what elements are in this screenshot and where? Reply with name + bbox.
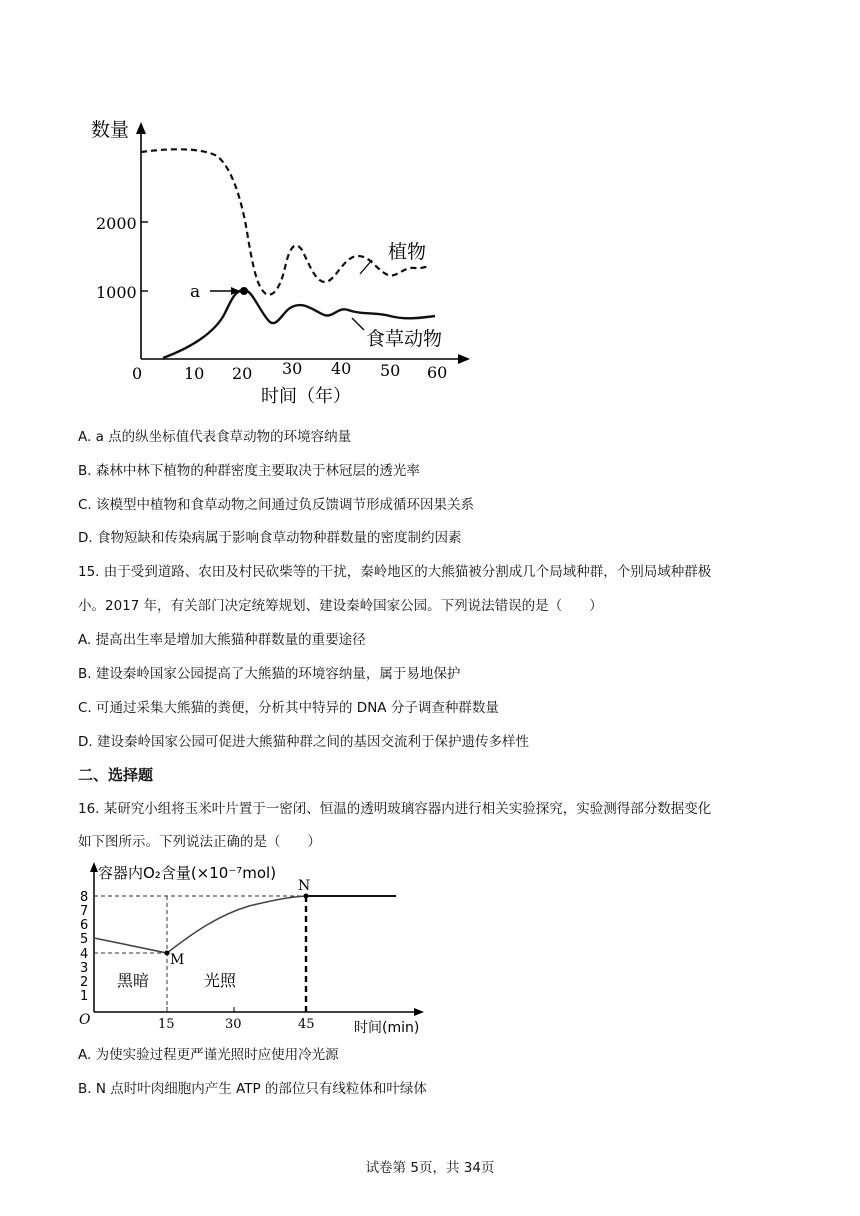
q15-stem-line2: 小。2017 年，有关部门决定统筹规划、建设秦岭国家公园。下列说法错误的是（ ） [78, 598, 603, 614]
q14-option-d: D. 食物短缺和传染病属于影响食草动物种群数量的密度制约因素 [78, 530, 462, 546]
plant-label: 植物 [388, 241, 427, 263]
q15-option-b: B. 建设秦岭国家公园提高了大熊猫的环境容纳量，属于易地保护 [78, 666, 461, 682]
plant-leader-line [360, 260, 372, 274]
x-tick-30: 30 [282, 359, 303, 378]
point-a [240, 287, 248, 295]
x-tick-45: 45 [298, 1017, 315, 1032]
x-axis-label: 时间(min) [354, 1020, 420, 1036]
point-m [165, 951, 170, 956]
dark-label: 黑暗 [117, 971, 150, 990]
oxygen-figure [74, 860, 444, 1038]
y-tick-6: 6 [80, 918, 89, 933]
herbivore-leader-line [352, 318, 364, 330]
x-axis-arrow [458, 354, 470, 364]
y-tick-7: 7 [80, 904, 89, 919]
q14-option-c: C. 该模型中植物和食草动物之间通过负反馈调节形成循环因果关系 [78, 497, 475, 513]
point-a-label: a [190, 282, 201, 302]
y-axis-arrow [136, 122, 146, 134]
q15-option-a: A. 提高出生率是增加大熊猫种群数量的重要途径 [78, 632, 366, 648]
q15-option-d: D. 建设秦岭国家公园可促进大熊猫种群之间的基因交流利于保护遗传多样性 [78, 734, 529, 750]
x-axis-label: 时间（年） [261, 386, 351, 407]
q16-stem-line1: 16. 某研究小组将玉米叶片置于一密闭、恒温的透明玻璃容器内进行相关实验探究，实验测得部分数据变化 [78, 801, 712, 817]
x-tick-40: 40 [331, 359, 352, 378]
q16-stem-line2: 如下图所示。下列说法正确的是（ ） [78, 834, 321, 850]
q16-option-b: B. N 点时叶肉细胞内产生 ATP 的部位只有线粒体和叶绿体 [78, 1081, 427, 1097]
y-tick-8: 8 [80, 890, 89, 905]
q14-option-a: A. a 点的纵坐标值代表食草动物的环境容纳量 [78, 429, 352, 445]
section-title: 二、选择题 [78, 766, 154, 784]
q15-stem-line1: 15. 由于受到道路、农田及村民砍柴等的干扰，秦岭地区的大熊猫被分割成几个局域种群，个别局域种群极 [78, 564, 712, 580]
x-axis-arrow [414, 1008, 424, 1016]
plant-curve [141, 149, 430, 294]
q14-option-b: B. 森林中林下植物的种群密度主要取决于林冠层的透光率 [78, 463, 420, 479]
y-axis-arrow [90, 862, 98, 872]
y-axis-label: 数量 [91, 119, 130, 141]
point-n-label: N [298, 878, 311, 894]
herbivore-label: 食草动物 [366, 328, 443, 350]
point-m-label: M [170, 952, 185, 968]
y-axis-label: 容器内O₂含量(×10⁻⁷mol) [98, 864, 277, 882]
y-tick-4: 4 [80, 947, 89, 962]
population-figure [70, 108, 470, 413]
q15-option-c: C. 可通过采集大熊猫的粪便，分析其中特异的 DNA 分子调查种群数量 [78, 700, 499, 716]
origin-label: O [79, 1012, 91, 1028]
y-tick-5: 5 [80, 932, 89, 947]
light-label: 光照 [204, 971, 237, 990]
x-tick-30: 30 [225, 1017, 242, 1032]
y-tick-2: 2 [80, 975, 89, 990]
y-tick-1000: 1000 [96, 283, 137, 302]
y-tick-1: 1 [80, 989, 89, 1004]
x-tick-20: 20 [232, 364, 253, 383]
x-tick-0: 0 [132, 364, 143, 383]
o2-curve [94, 896, 394, 953]
x-tick-60: 60 [427, 363, 448, 382]
page-footer: 试卷第 5页，共 34页 [365, 1160, 495, 1176]
y-tick-3: 3 [80, 961, 89, 976]
point-n [304, 894, 309, 899]
x-tick-10: 10 [184, 364, 205, 383]
q16-option-a: A. 为使实验过程更严谨光照时应使用冷光源 [78, 1047, 339, 1063]
x-tick-50: 50 [380, 361, 401, 380]
x-tick-15: 15 [158, 1017, 175, 1032]
y-tick-2000: 2000 [96, 214, 137, 233]
